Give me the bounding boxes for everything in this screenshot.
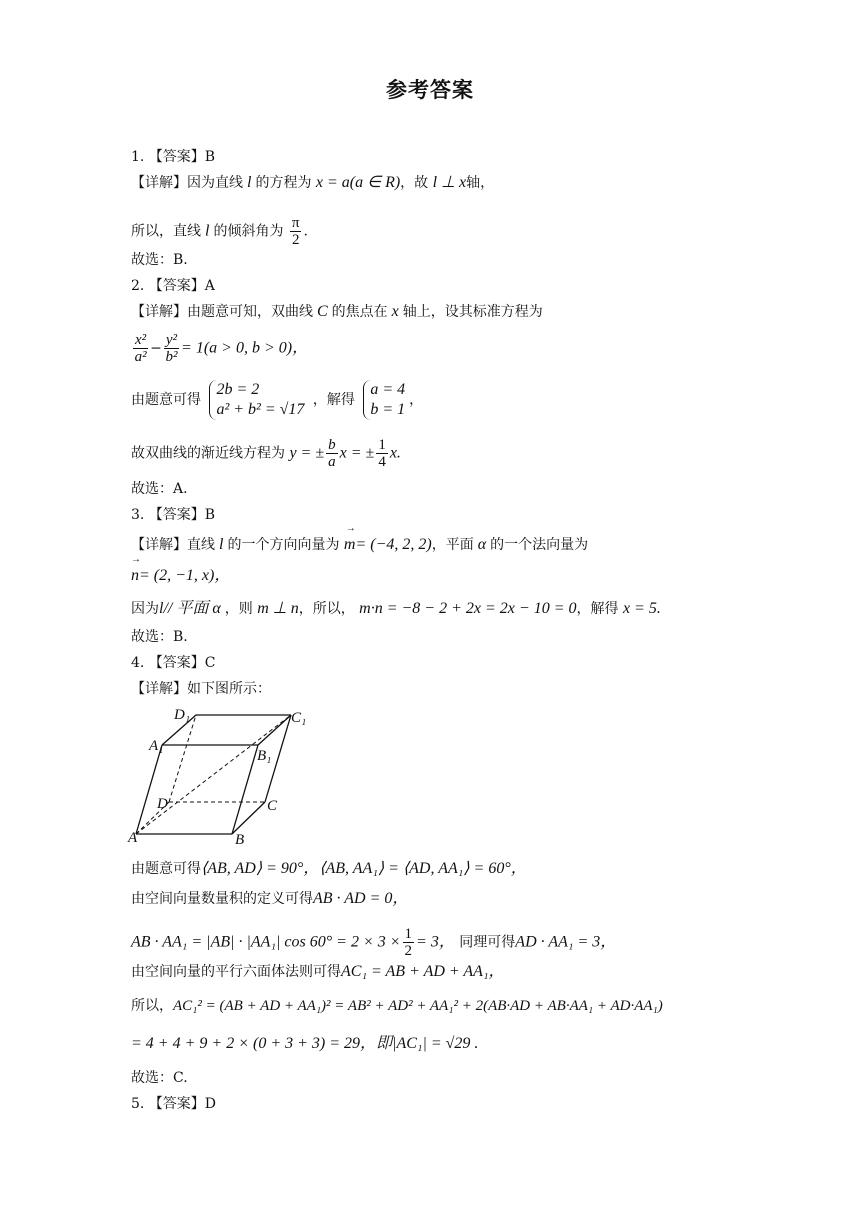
q1-perp: l ⊥ x [432, 174, 467, 191]
q2-std-eq: $\frac{\text{x²}}{\text{a²}}$ − $\frac{\text{y²}}{\text{b²}}$ = 1(a > 0, b > 0)， [134, 332, 309, 365]
fig-label-d: D [157, 796, 168, 812]
fig-label-b: B [235, 832, 245, 848]
q3-calc: 因为l// 平面 α ，则 m ⊥ n，所以， m·n = −8 − 2 + 2x = 2x − 10 = 0，解得 x = 5. [131, 600, 661, 617]
q4-angles: 由题意可得⟨AB, AD⟩ = 90°，⟨AB, AA₁⟩ = ⟨AD, AA₁⟩ = 60°， [131, 860, 527, 877]
q4-ab-aa1: AB · AA₁ = |AB| · |AA₁| cos 60° = 2 × 3 × $\frac{1}{2}$ = 3， 同理可得AD · AA₁ = 3， [131, 926, 617, 959]
q4-answer: 4. 【答案】C [131, 655, 216, 671]
q5-answer: 5. 【答案】D [131, 1096, 217, 1112]
q4-detail: 【详解】如下图所示： [131, 681, 271, 697]
q1-detail-text: 因为直线 [187, 175, 243, 191]
fig-label-a: A [128, 830, 138, 846]
q4-result: = 4 + 4 + 9 + 2 × (0 + 3 + 3) = 29，即|AC₁| = √29 . [131, 1035, 479, 1052]
q3-detail: 【详解】直线 l 的一个方向向量为 → m= (−4, 2, 2)，平面 α 的一个法向量为 [131, 535, 588, 555]
q3-choose: 故选：B. [131, 629, 188, 645]
q1-detail: 【详解】因为直线 l 的方程为 x = a(a ∈ R)，故 l ⊥ x轴， [131, 174, 495, 191]
q1-answer: 1. 【答案】B [131, 149, 216, 165]
q3-answer: 3. 【答案】B [131, 507, 216, 523]
fig-label-c: C [267, 798, 278, 814]
q4-square: 所以，AC₁² = (AB + AD + AA₁)² = AB² + AD² + AA₁² + 2(AB·AD + AB·AA₁ + AD·AA₁) [131, 998, 663, 1014]
q1-angle: 所以，直线 l 的倾斜角为 $\frac{\pi}{2}$ . [131, 215, 308, 248]
fig-label-b1: B₁ [257, 748, 272, 764]
q2-asymptote: 故双曲线的渐近线方程为 y = ± $\frac{b}{a}$ x = ± $\frac{1}{4}$ x. [131, 437, 401, 470]
q2-detail: 【详解】由题意可知，双曲线 C 的焦点在 x 轴上，设其标准方程为 [131, 303, 543, 320]
q4-parallelepiped-rule: 由空间向量的平行六面体法则可得AC₁ = AB + AD + AA₁， [131, 963, 505, 980]
q2-system: 由题意可得 2b = 2 a² + b² = √17 ，解得 a = 4 b = 1 ， [131, 381, 424, 418]
fig-label-a1: A₁ [149, 738, 164, 754]
q4-choose: 故选：C. [131, 1070, 188, 1086]
q1-choose: 故选：B. [131, 252, 188, 268]
q2-choose: 故选：A. [131, 481, 188, 497]
page-title: 参考答案 [386, 78, 474, 102]
q4-dot-def: 由空间向量数量积的定义可得AB · AD = 0， [131, 890, 409, 907]
q1-angle-frac: $\frac{\pi}{2}$ [291, 215, 300, 248]
q1-detail-label: 【详解】 [131, 175, 187, 191]
q2-system-2: a = 4 b = 1 [363, 380, 405, 420]
q2-answer: 2. 【答案】A [131, 278, 215, 294]
q3-normal: → n= (2, −1, x)， [131, 566, 230, 586]
q1-line-eq: x = a(a ∈ R) [315, 174, 401, 191]
fig-label-c1: C₁ [291, 710, 307, 726]
parallelepiped-figure [126, 702, 316, 850]
fig-label-d1: D₁ [174, 707, 191, 723]
q2-system-1: 2b = 2 a² + b² = √17 [209, 380, 304, 420]
